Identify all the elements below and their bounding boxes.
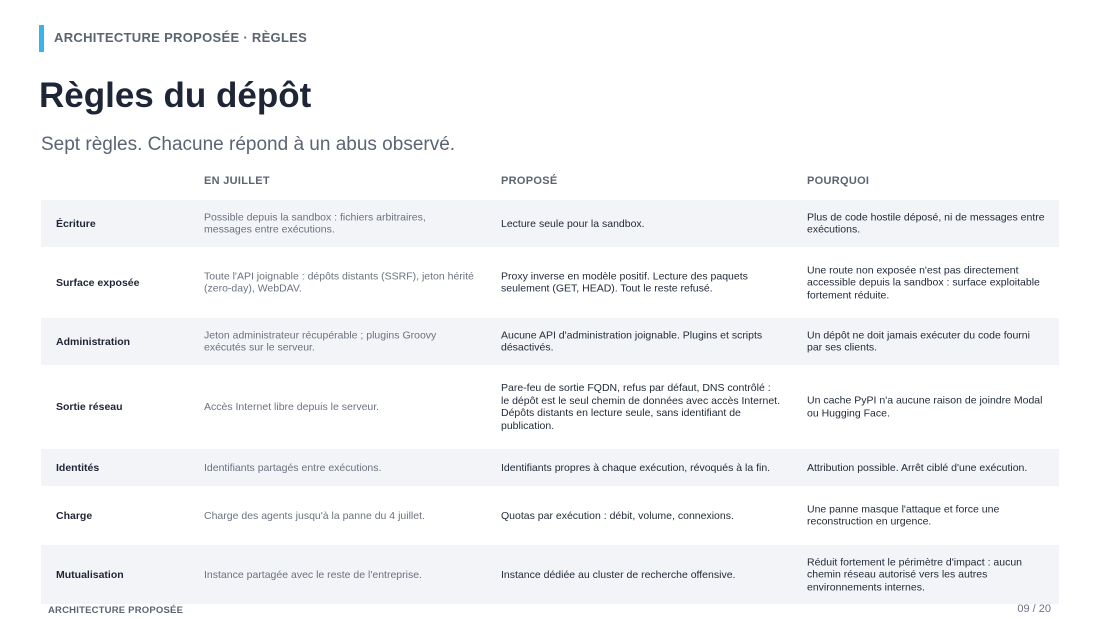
page-title: Règles du dépôt xyxy=(39,76,312,115)
rule-july: Accès Internet libre depuis le serveur. xyxy=(204,400,380,413)
rule-why: Une route non exposée n'est pas directement accessible depuis la sandbox : surface exploitable fortement réduite. xyxy=(807,263,1040,301)
table-row xyxy=(41,247,1059,318)
table-header xyxy=(41,175,1059,189)
rule-why: Réduit fortement le périmètre d'impact : aucun chemin réseau autorisé vers les autres environnements internes. xyxy=(807,555,1023,593)
rule-name: Mutualisation xyxy=(56,568,124,581)
rule-proposed: Identifiants propres à chaque exécution, révoqués à la fin. xyxy=(501,461,771,474)
table-row xyxy=(41,365,1059,449)
rule-name: Sortie réseau xyxy=(56,400,123,413)
rule-proposed: Aucune API d'administration joignable. Plugins et scripts désactivés. xyxy=(501,329,763,354)
footer-label: ARCHITECTURE PROPOSÉE xyxy=(48,605,184,616)
rule-name: Administration xyxy=(56,335,131,348)
rule-proposed: Proxy inverse en modèle positif. Lecture des paquets seulement (GET, HEAD). Tout le reste refusé. xyxy=(501,270,748,295)
rule-proposed: Pare-feu de sortie FQDN, refus par défaut, DNS contrôlé : le dépôt est le seul chemin de données avec accès Internet. Dépôts distants en lecture seule, sans identifiant de publication. xyxy=(501,382,781,432)
rule-july: Charge des agents jusqu'à la panne du 4 juillet. xyxy=(204,509,425,522)
rule-why: Un cache PyPI n'a aucune raison de joindre Modal ou Hugging Face. xyxy=(807,394,1043,419)
rule-july: Toute l'API joignable : dépôts distants (SSRF), jeton hérité (zero-day), WebDAV. xyxy=(204,270,474,295)
table-row xyxy=(41,200,1059,247)
rule-proposed: Instance dédiée au cluster de recherche offensive. xyxy=(501,568,736,581)
rule-why: Attribution possible. Arrêt ciblé d'une exécution. xyxy=(807,461,1028,474)
rule-name: Écriture xyxy=(56,217,96,230)
table-row xyxy=(41,545,1059,604)
column-header-july: EN JUILLET xyxy=(204,175,270,187)
rule-name: Surface exposée xyxy=(56,276,140,289)
rule-july: Jeton administrateur récupérable ; plugins Groovy exécutés sur le serveur. xyxy=(204,329,437,354)
rule-july: Instance partagée avec le reste de l'entreprise. xyxy=(204,568,422,581)
rule-july: Possible depuis la sandbox : fichiers arbitraires, messages entre exécutions. xyxy=(204,211,426,236)
table-row xyxy=(41,486,1059,545)
rule-why: Plus de code hostile déposé, ni de messages entre exécutions. xyxy=(807,211,1045,236)
page-subtitle: Sept règles. Chacune répond à un abus observé. xyxy=(41,134,456,155)
rule-name: Identités xyxy=(56,461,100,474)
rule-why: Une panne masque l'attaque et force une reconstruction en urgence. xyxy=(807,503,1000,528)
table-row xyxy=(41,318,1059,365)
column-header-proposed: PROPOSÉ xyxy=(501,175,558,187)
column-header-why: POURQUOI xyxy=(807,175,870,187)
rule-name: Charge xyxy=(56,509,93,522)
section-label: ARCHITECTURE PROPOSÉE · RÈGLES xyxy=(54,30,308,45)
page-number: 09 / 20 xyxy=(1017,603,1051,615)
rule-july: Identifiants partagés entre exécutions. xyxy=(204,461,382,474)
rule-proposed: Lecture seule pour la sandbox. xyxy=(501,217,645,230)
accent-bar xyxy=(39,25,44,52)
rules-table xyxy=(41,200,1059,604)
rule-proposed: Quotas par exécution : débit, volume, connexions. xyxy=(501,509,734,522)
rule-why: Un dépôt ne doit jamais exécuter du code fourni par ses clients. xyxy=(807,329,1030,354)
table-row xyxy=(41,449,1059,486)
